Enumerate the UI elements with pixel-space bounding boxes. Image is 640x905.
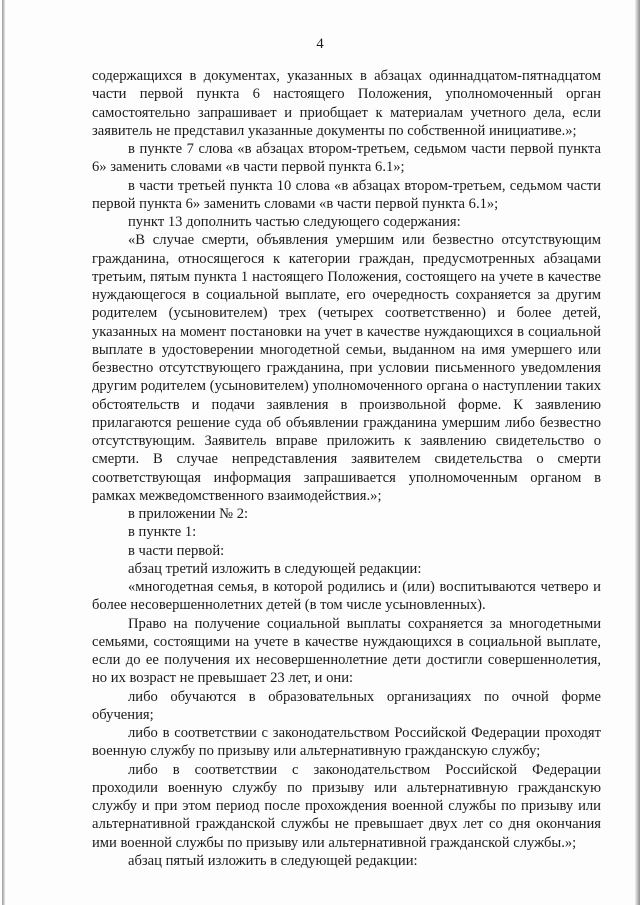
paragraph-right-retained: Право на получение социальной выплаты сохраняется за многодетными семьями, состоящими на учете в качестве нуждающихся в социальной выплате, если до ее получения их несовершеннолетние дети достигли совершеннолетия, но их возраст не превышает 23 лет, и они:	[92, 615, 601, 687]
page-number: 4	[316, 36, 324, 52]
paragraph-continuation: содержащихся в документах, указанных в абзацах одиннадцатом-пятнадцатом части первой пункта 6 настоящего Положения, уполномоченный орган самостоятельно запрашивает и приобщает к материалам учетного дела, если заявитель не представил указанные документы по собственной инициативе.»;	[92, 68, 601, 139]
paragraph-large-family-definition: «многодетная семья, в которой родились и (или) воспитываются четверо и более несовершеннолетних детей (в том числе усыновленных).	[92, 579, 601, 614]
document-body	[92, 67, 601, 870]
paragraph-point-1: в пункте 1:	[128, 524, 197, 541]
paragraph-condition-education: либо обучаются в образовательных организациях по очной форме обучения;	[92, 688, 601, 723]
scan-edge-right	[635, 0, 640, 905]
paragraph-appendix-2: в приложении № 2:	[128, 506, 249, 522]
paragraph-condition-service-past: либо в соответствии с законодательством Российской Федерации проходили военную службу по призыву или альтернативную гражданскую службу и при этом период после прохождения военной службы по призыву или альтернативной гражданской службы не превышает двух лет со дня окончания ими военной службы по призыву или альтернативной гражданской службы.»;	[92, 761, 601, 851]
paragraph-quoted-p13-text: «В случае смерти, объявления умершим или безвестно отсутствующим гражданина, относящегося к категории граждан, предусмотренных абзацами третьим, пятым пункта 1 настоящего Положения, состоящего на учете в качестве нуждающегося в социальной выплате, его очередность сохраняется за другим родителем (усыновителем) трех (четырех соответственно) и более детей, указанных на момент постановки на учет в качестве нуждающихся в социальной выплате в удостоверении многодетной семьи, выданном на имя умершего или безвестно отсутствующего гражданина, при условии письменного уведомления другим родителем (усыновителем) уполномоченного органа о наступлении таких обстоятельств и подачи заявления в произвольной форме. К заявлению прилагаются решение суда об объявлении гражданина умершим либо безвестно отсутствующим. Заявитель вправе приложить к заявлению свидетельство о смерти. В случае непредставления заявителем свидетельства о смерти соответствующая информация запрашивается уполномоченным органом в рамках межведомственного взаимодействия.»;	[92, 232, 601, 504]
paragraph-amendment-p13: пункт 13 дополнить частью следующего содержания:	[128, 214, 461, 230]
scan-edge-left	[2, 0, 5, 905]
paragraph-part-1: в части первой:	[128, 542, 225, 559]
paragraph-amendment-p10: в части третьей пункта 10 слова «в абзацах втором-третьем, седьмом части первой пункта 6» заменить словами «в части первой пункта 6.1»;	[92, 177, 601, 212]
paragraph-condition-service-current: либо в соответствии с законодательством Российской Федерации проходят военную службу по призыву или альтернативную гражданскую службу;	[92, 725, 601, 760]
paragraph-subpara-5-intro: абзац пятый изложить в следующей редакции:	[128, 852, 418, 869]
paragraph-subpara-3-intro: абзац третий изложить в следующей редакции:	[128, 560, 422, 577]
paragraph-amendment-p7: в пункте 7 слова «в абзацах втором-третьем, седьмом части первой пункта 6» заменить словами «в части первой пункта 6.1»;	[92, 141, 601, 176]
